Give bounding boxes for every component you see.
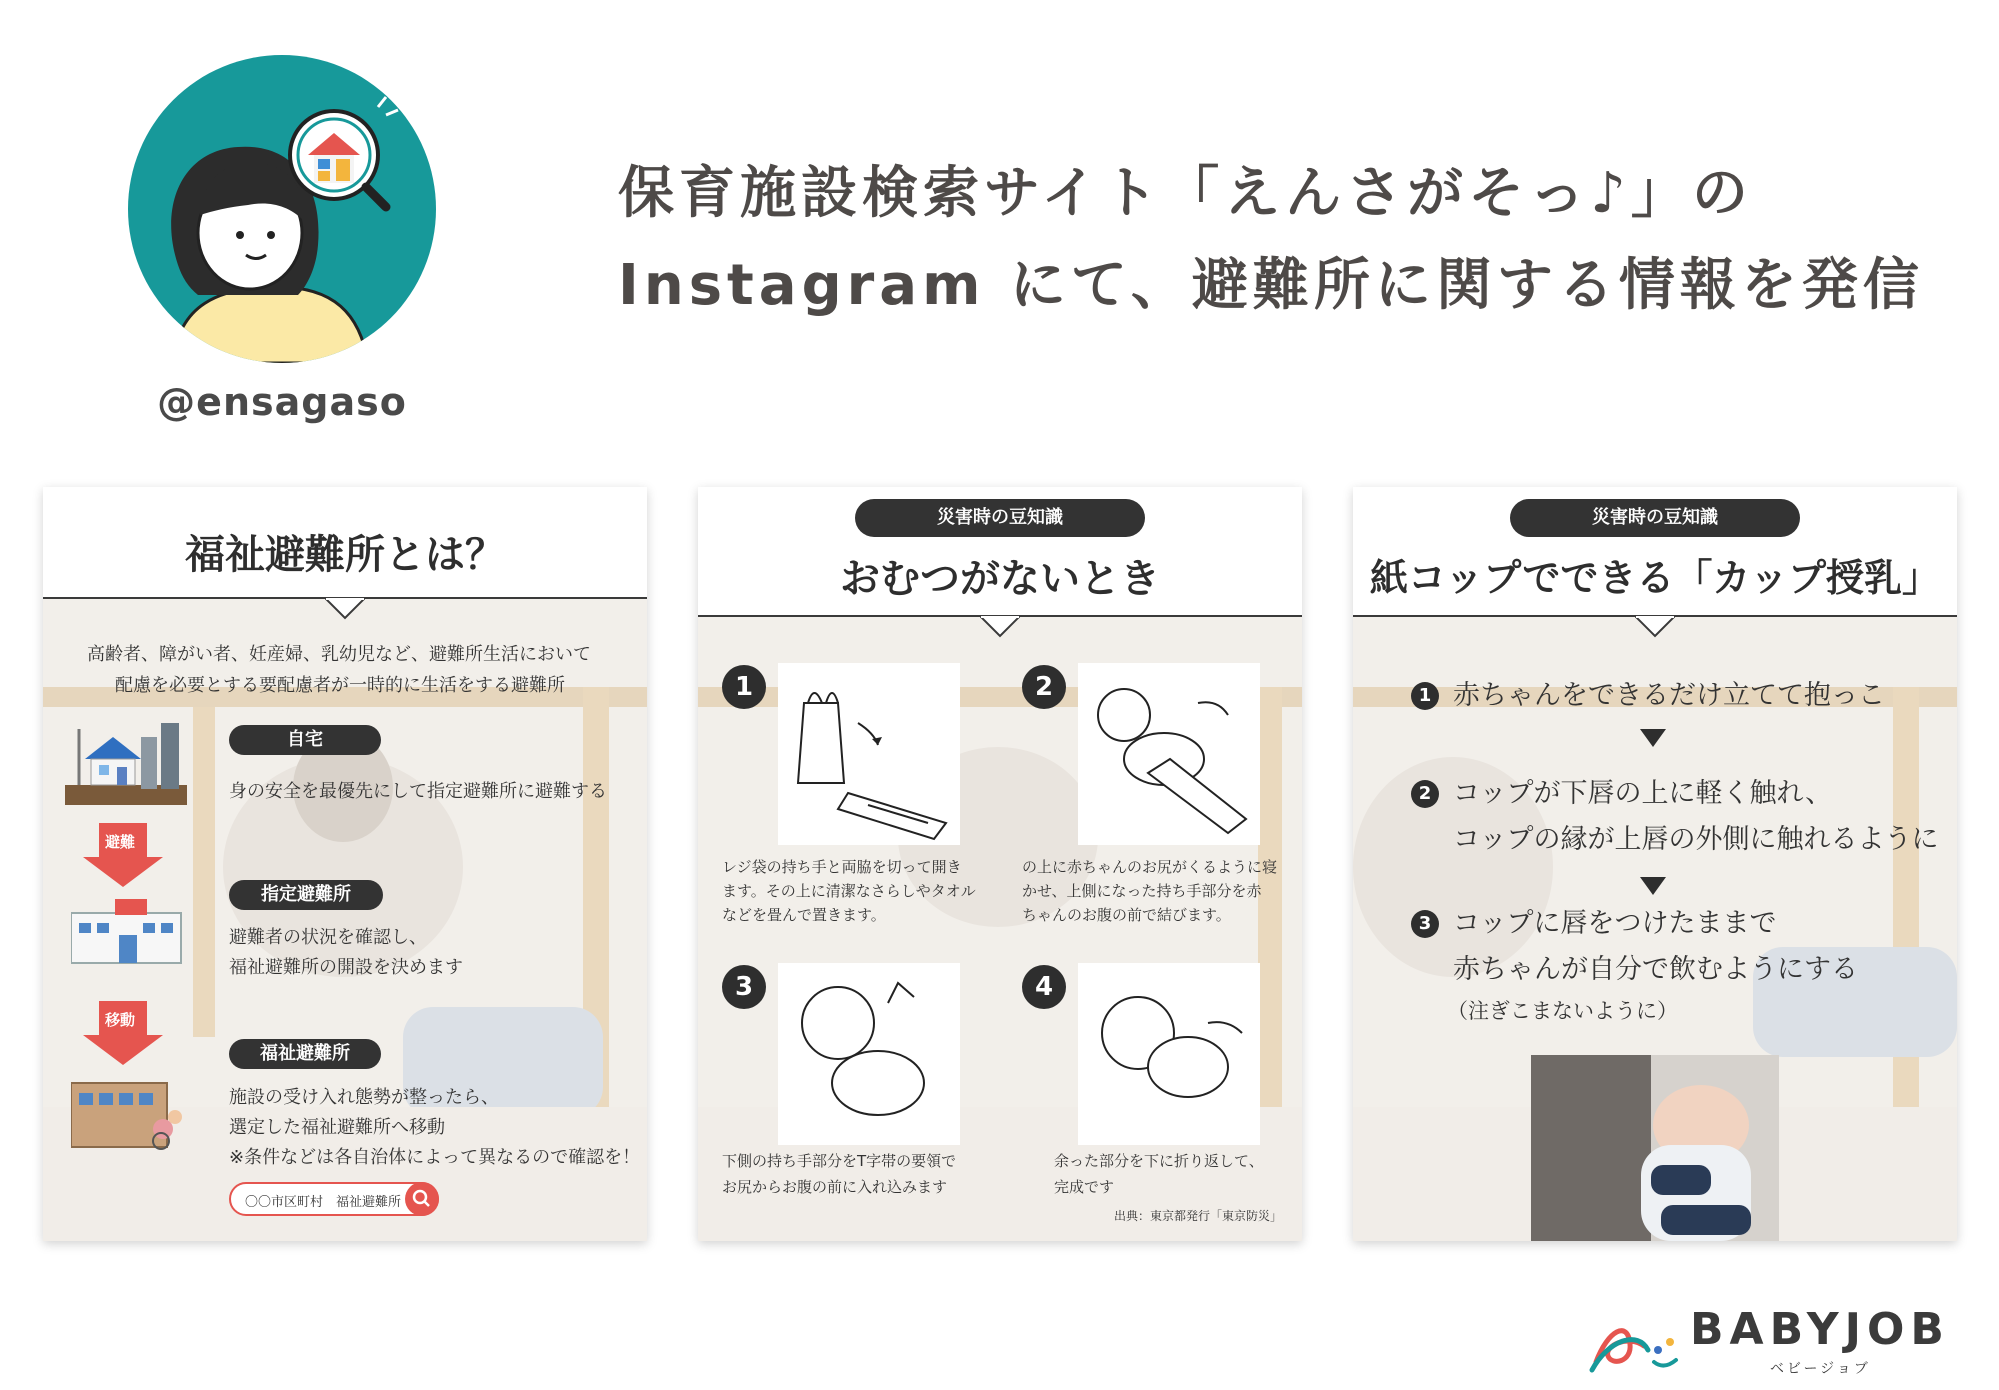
cup-step-note: （注ぎこまないように） <box>1447 999 1678 1023</box>
step-caption-1-line-1: レジ袋の持ち手と両脇を切って開き <box>722 858 962 876</box>
headline-line-2: Instagram にて、避難所に関する情報を発信 <box>618 253 1924 318</box>
step-image-3 <box>778 963 960 1145</box>
account-handle[interactable]: @ensagaso <box>157 380 407 424</box>
step-caption-2-line-1: の上に赤ちゃんのお尻がくるように寝 <box>1022 858 1278 876</box>
intro-text-line-2: 配慮を必要とする要配慮者が一時的に生活をする避難所 <box>115 675 565 696</box>
welfare-facility-icon <box>71 1073 187 1151</box>
step-text-welfare-3: ※条件などは各自治体によって異なるので確認を！ <box>229 1147 641 1168</box>
step-caption-2-line-3: ちゃんのお腹の前で結びます。 <box>1022 906 1231 924</box>
card-title: おむつがないとき <box>840 556 1160 602</box>
step-label-home: 自宅 <box>229 725 381 755</box>
avatar-illustration <box>128 55 436 363</box>
header-notch <box>325 598 365 620</box>
baby-photo <box>1531 1055 1779 1241</box>
step-caption-4-line-2: 完成です <box>1054 1178 1115 1196</box>
step-text-designated-1: 避難者の状況を確認し、 <box>229 927 427 948</box>
profile-avatar <box>128 55 436 363</box>
step-text-designated-2: 福祉避難所の開設を決めます <box>229 957 463 978</box>
tag-disaster-tips: 災害時の豆知識 <box>1510 499 1800 537</box>
baby-illustration <box>1078 963 1260 1145</box>
cup-step-number-3: 3 <box>1411 910 1439 938</box>
search-icon[interactable] <box>405 1182 439 1216</box>
headline <box>618 148 1924 332</box>
card-header <box>43 487 647 599</box>
step-image-4 <box>1078 963 1260 1145</box>
card-title: 福祉避難所とは？ <box>185 532 505 578</box>
step-text-welfare-1: 施設の受け入れ態勢が整ったら、 <box>229 1087 499 1108</box>
cup-step-2 <box>1411 771 1832 810</box>
baby-illustration <box>1078 663 1260 845</box>
step-number-4: 4 <box>1022 965 1066 1009</box>
down-triangle-icon <box>1640 877 1666 895</box>
cup-step-number-2: 2 <box>1411 780 1439 808</box>
step-image-1 <box>778 663 960 845</box>
step-text-home: 身の安全を最優先にして指定避難所に避難する <box>229 781 607 802</box>
headline-line-1: 保育施設検索サイト「えんさがそっ♪」の <box>618 161 1753 226</box>
card-header <box>698 487 1302 617</box>
search-box-text: 〇〇市区町村 福祉避難所 <box>245 1195 402 1210</box>
step-text-welfare-2: 選定した福祉避難所へ移動 <box>229 1117 445 1138</box>
step-number-1: 1 <box>722 665 766 709</box>
step-caption-1-line-2: ます。その上に清潔なさらしやタオル <box>722 882 976 900</box>
cup-step-1 <box>1411 673 1885 712</box>
source-credit: 出典：東京都発行「東京防災」 <box>1113 1209 1282 1223</box>
tag-disaster-tips: 災害時の豆知識 <box>855 499 1145 537</box>
step-caption-3-line-1: 下側の持ち手部分をT字帯の要領で <box>722 1152 957 1170</box>
header-notch <box>980 616 1020 638</box>
cup-step-text-2-line-1: コップが下唇の上に軽く触れ、 <box>1453 778 1833 809</box>
plastic-bag-illustration <box>778 663 960 845</box>
brand-name: BABYJOB <box>1690 1304 1950 1355</box>
school-icon <box>71 895 187 965</box>
step-number-3: 3 <box>722 965 766 1009</box>
cup-step-text-2-line-2: コップの縁が上唇の外側に触れるように <box>1453 824 1939 855</box>
header-notch <box>1635 616 1675 638</box>
step-label-welfare-shelter: 福祉避難所 <box>229 1039 381 1069</box>
down-triangle-icon <box>1640 729 1666 747</box>
baby-illustration <box>778 963 960 1145</box>
brand-name-kana: ベビージョブ <box>1770 1361 1871 1377</box>
step-image-2 <box>1078 663 1260 845</box>
cup-step-text-3-line-1: コップに唇をつけたままで <box>1453 908 1777 939</box>
step-caption-1-line-3: などを畳んで置きます。 <box>722 906 886 924</box>
step-caption-2-line-2: かせ、上側になった持ち手部分を赤 <box>1022 882 1262 900</box>
card-cup-feeding <box>1353 487 1957 1241</box>
cup-step-3 <box>1411 901 1776 940</box>
cup-step-text-3-line-2: 赤ちゃんが自分で飲むようにする <box>1453 954 1858 985</box>
step-caption-4-line-1: 余った部分を下に折り返して、 <box>1054 1152 1264 1170</box>
house-icon <box>65 719 197 807</box>
card-header <box>1353 487 1957 617</box>
arrow-label-move: 移動 <box>105 1011 136 1029</box>
step-label-designated-shelter: 指定避難所 <box>229 880 383 910</box>
card-title: 紙コップでできる「カップ授乳」 <box>1369 556 1940 600</box>
step-number-2: 2 <box>1022 665 1066 709</box>
card-no-diaper <box>698 487 1302 1241</box>
cup-step-number-1: 1 <box>1411 682 1439 710</box>
search-box[interactable] <box>229 1182 439 1216</box>
card-welfare-shelter <box>43 487 647 1241</box>
intro-text-line-1: 高齢者、障がい者、妊産婦、乳幼児など、避難所生活において <box>87 644 591 665</box>
step-caption-3-line-2: お尻からお腹の前に入れ込みます <box>722 1178 948 1196</box>
arrow-label-evacuate: 避難 <box>105 833 136 851</box>
cup-step-text-1: 赤ちゃんをできるだけ立てて抱っこ <box>1453 680 1885 711</box>
